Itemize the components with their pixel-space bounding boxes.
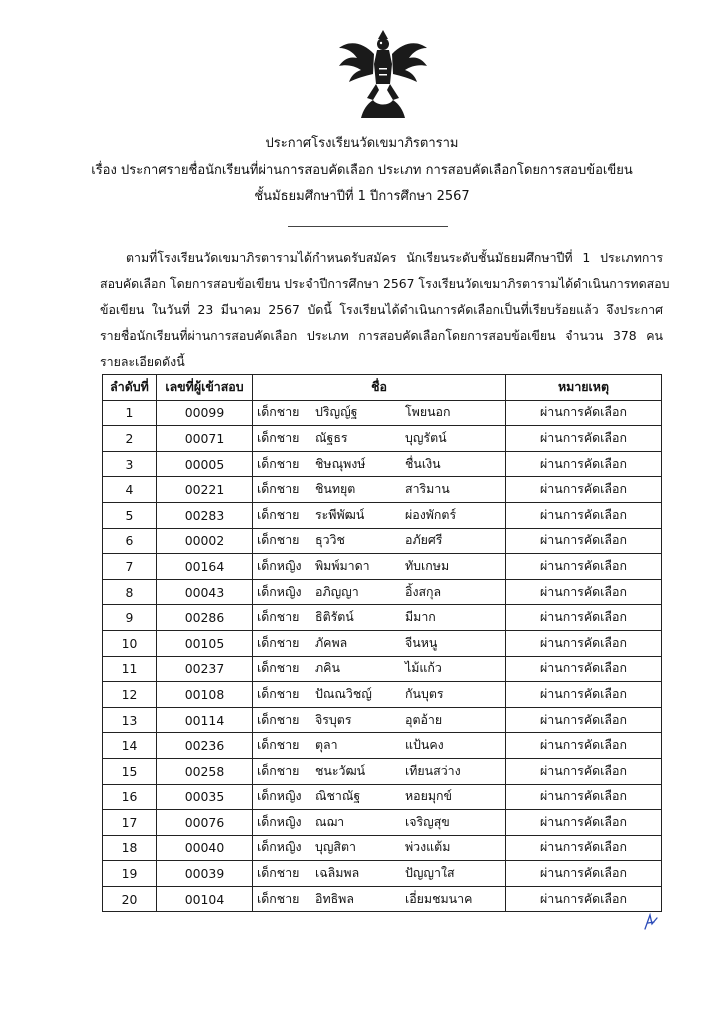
name-prefix: เด็กหญิง	[257, 813, 302, 829]
remark: ผ่านการคัดเลือก	[506, 477, 662, 503]
candidate-name	[253, 758, 506, 784]
garuda-emblem-icon	[333, 26, 433, 122]
name-prefix: เด็กชาย	[257, 660, 300, 676]
handwritten-initial-icon	[642, 912, 660, 932]
candidate-id: 00099	[157, 400, 253, 426]
table-row	[103, 733, 662, 759]
last-name: อุตอ้าย	[405, 711, 443, 727]
candidate-name	[253, 784, 506, 810]
name-prefix: เด็กหญิง	[257, 583, 302, 599]
name-prefix: เด็กชาย	[257, 455, 300, 471]
name-prefix: เด็กชาย	[257, 737, 300, 753]
candidate-id: 00164	[157, 554, 253, 580]
first-name: จิรบุตร	[315, 711, 352, 727]
candidate-name	[253, 477, 506, 503]
table-row	[103, 630, 662, 656]
row-number: 12	[103, 682, 157, 708]
candidate-id: 00005	[157, 451, 253, 477]
last-name: อิ้งสกุล	[405, 583, 442, 599]
name-prefix: เด็กหญิง	[257, 839, 302, 855]
remark: ผ่านการคัดเลือก	[506, 528, 662, 554]
remark: ผ่านการคัดเลือก	[506, 451, 662, 477]
remark: ผ่านการคัดเลือก	[506, 835, 662, 861]
remark: ผ่านการคัดเลือก	[506, 502, 662, 528]
first-name: บุญสิตา	[315, 839, 356, 855]
candidate-id: 00040	[157, 835, 253, 861]
name-prefix: เด็กชาย	[257, 634, 300, 650]
row-number: 15	[103, 758, 157, 784]
name-prefix: เด็กชาย	[257, 865, 300, 881]
candidate-id: 00035	[157, 784, 253, 810]
candidate-name	[253, 707, 506, 733]
table-row	[103, 528, 662, 554]
header-no: ลำดับที่	[103, 375, 157, 401]
first-name: ภคิน	[315, 660, 340, 676]
table-row	[103, 886, 662, 912]
candidate-id: 00104	[157, 886, 253, 912]
body-line-1: ตามที่โรงเรียนวัดเขมาภิรตารามได้กำหนดรับสมัคร นักเรียนระดับชั้นมัธยมศึกษาปีที่ 1 ประเภทการ	[126, 250, 663, 265]
name-prefix: เด็กชาย	[257, 506, 300, 522]
name-prefix: เด็กชาย	[257, 481, 300, 497]
row-number: 4	[103, 477, 157, 503]
table-row	[103, 784, 662, 810]
row-number: 8	[103, 579, 157, 605]
body-line-4: รายชื่อนักเรียนที่ผ่านการสอบคัดเลือก ประเภท การสอบคัดเลือกโดยการสอบข้อเขียน จำนวน 378 คน	[100, 328, 663, 343]
candidate-name	[253, 528, 506, 554]
remark: ผ่านการคัดเลือก	[506, 682, 662, 708]
remark: ผ่านการคัดเลือก	[506, 426, 662, 452]
candidate-id: 00237	[157, 656, 253, 682]
table-row	[103, 682, 662, 708]
candidate-id: 00258	[157, 758, 253, 784]
first-name: ชนะวัฒน์	[315, 762, 366, 778]
row-number: 16	[103, 784, 157, 810]
title-divider	[288, 226, 448, 227]
remark: ผ่านการคัดเลือก	[506, 861, 662, 887]
remark: ผ่านการคัดเลือก	[506, 810, 662, 836]
candidate-name	[253, 835, 506, 861]
candidate-name	[253, 886, 506, 912]
row-number: 5	[103, 502, 157, 528]
candidate-name	[253, 605, 506, 631]
first-name: ณิชาณัฐ	[315, 788, 361, 804]
row-number: 6	[103, 528, 157, 554]
candidate-id: 00114	[157, 707, 253, 733]
name-prefix: เด็กชาย	[257, 762, 300, 778]
candidate-name	[253, 579, 506, 605]
last-name: เอี่ยมชมนาค	[405, 890, 473, 906]
candidate-id: 00236	[157, 733, 253, 759]
candidate-name	[253, 682, 506, 708]
body-line-3: ข้อเขียน ในวันที่ 23 มีนาคม 2567 บัดนี้ โรงเรียนได้ดำเนินการคัดเลือกเป็นที่เรียบร้อยแล้ว จึงประกาศ	[100, 302, 663, 317]
candidate-name	[253, 861, 506, 887]
row-number: 13	[103, 707, 157, 733]
last-name: พ่วงแต้ม	[405, 839, 451, 855]
table-row	[103, 426, 662, 452]
candidate-id: 00002	[157, 528, 253, 554]
last-name: มีมาก	[405, 609, 436, 625]
candidate-id: 00283	[157, 502, 253, 528]
remark: ผ่านการคัดเลือก	[506, 758, 662, 784]
last-name: โพยนอก	[405, 404, 451, 420]
candidate-name	[253, 400, 506, 426]
table-row	[103, 477, 662, 503]
first-name: ภัคพล	[315, 634, 348, 650]
table-row	[103, 605, 662, 631]
last-name: ปัญญาใส	[405, 865, 455, 881]
table-row	[103, 707, 662, 733]
name-prefix: เด็กหญิง	[257, 788, 302, 804]
first-name: ณฌา	[315, 813, 345, 829]
body-line-5: รายละเอียดดังนี้	[100, 354, 185, 369]
header-remark: หมายเหตุ	[506, 375, 662, 401]
last-name: อภัยศรี	[405, 532, 443, 548]
candidate-id: 00286	[157, 605, 253, 631]
first-name: อภิญญา	[315, 583, 359, 599]
table-row	[103, 554, 662, 580]
table-row	[103, 656, 662, 682]
remark: ผ่านการคัดเลือก	[506, 400, 662, 426]
last-name: สาริมาน	[405, 481, 450, 497]
table-row	[103, 861, 662, 887]
row-number: 20	[103, 886, 157, 912]
table-row	[103, 502, 662, 528]
last-name: ผ่องพักตร์	[405, 506, 457, 522]
remark: ผ่านการคัดเลือก	[506, 630, 662, 656]
candidate-name	[253, 554, 506, 580]
candidate-name	[253, 426, 506, 452]
last-name: เทียนสว่าง	[405, 762, 461, 778]
header-name: ชื่อ	[253, 375, 506, 401]
candidate-id: 00076	[157, 810, 253, 836]
candidate-name	[253, 733, 506, 759]
table-header-row	[103, 375, 662, 401]
row-number: 11	[103, 656, 157, 682]
announcement-title: ประกาศโรงเรียนวัดเขมาภิรตาราม	[265, 136, 459, 151]
last-name: เจริญสุข	[405, 813, 450, 829]
candidate-name	[253, 502, 506, 528]
row-number: 3	[103, 451, 157, 477]
last-name: จีนหนู	[405, 634, 438, 650]
last-name: ชื่นเงิน	[405, 455, 441, 471]
remark: ผ่านการคัดเลือก	[506, 886, 662, 912]
first-name: ธุววิช	[315, 532, 345, 548]
candidate-name	[253, 656, 506, 682]
last-name: ไม้แก้ว	[405, 660, 442, 676]
row-number: 17	[103, 810, 157, 836]
first-name: ปัณณวิชญ์	[315, 685, 372, 701]
remark: ผ่านการคัดเลือก	[506, 605, 662, 631]
last-name: ทับเกษม	[405, 557, 450, 573]
candidate-id: 00039	[157, 861, 253, 887]
table-row	[103, 400, 662, 426]
remark: ผ่านการคัดเลือก	[506, 656, 662, 682]
row-number: 19	[103, 861, 157, 887]
remark: ผ่านการคัดเลือก	[506, 784, 662, 810]
candidate-id: 00105	[157, 630, 253, 656]
first-name: ตุลา	[315, 737, 338, 753]
table-row	[103, 835, 662, 861]
results-table-wrap	[102, 374, 662, 912]
last-name: บุญรัตน์	[405, 429, 447, 445]
candidate-name	[253, 630, 506, 656]
first-name: ปริญญ์ฐ	[315, 404, 358, 420]
first-name: ณัฐธร	[315, 429, 348, 445]
candidate-id: 00071	[157, 426, 253, 452]
row-number: 18	[103, 835, 157, 861]
candidate-id: 00043	[157, 579, 253, 605]
results-table	[102, 374, 662, 912]
table-row	[103, 451, 662, 477]
header-id: เลขที่ผู้เข้าสอบ	[157, 375, 253, 401]
remark: ผ่านการคัดเลือก	[506, 554, 662, 580]
name-prefix: เด็กชาย	[257, 685, 300, 701]
announcement-level: ชั้นมัธยมศึกษาปีที่ 1 ปีการศึกษา 2567	[254, 189, 470, 204]
last-name: กันบุตร	[405, 685, 444, 701]
row-number: 1	[103, 400, 157, 426]
last-name: หอยมุกข์	[405, 788, 453, 804]
name-prefix: เด็กหญิง	[257, 557, 302, 573]
name-prefix: เด็กชาย	[257, 532, 300, 548]
row-number: 14	[103, 733, 157, 759]
first-name: ชิษณุพงษ์	[315, 455, 366, 471]
first-name: พิมพ์มาดา	[315, 557, 370, 573]
candidate-id: 00221	[157, 477, 253, 503]
first-name: เฉลิมพล	[315, 865, 360, 881]
name-prefix: เด็กชาย	[257, 404, 300, 420]
table-body	[103, 400, 662, 912]
row-number: 9	[103, 605, 157, 631]
announcement-subject: เรื่อง ประกาศรายชื่อนักเรียนที่ผ่านการสอบคัดเลือก ประเภท การสอบคัดเลือกโดยการสอบข้อเขียน	[91, 163, 633, 178]
name-prefix: เด็กชาย	[257, 429, 300, 445]
candidate-name	[253, 451, 506, 477]
body-line-2: สอบคัดเลือก โดยการสอบข้อเขียน ประจำปีการศึกษา 2567 โรงเรียนวัดเขมาภิรตารามได้ดำเนินการทดสอบ	[100, 276, 670, 291]
first-name: ชินทยุต	[315, 481, 356, 497]
remark: ผ่านการคัดเลือก	[506, 733, 662, 759]
first-name: ธิติรัตน์	[315, 609, 354, 625]
table-row	[103, 810, 662, 836]
table-row	[103, 758, 662, 784]
name-prefix: เด็กชาย	[257, 890, 300, 906]
row-number: 10	[103, 630, 157, 656]
name-prefix: เด็กชาย	[257, 609, 300, 625]
remark: ผ่านการคัดเลือก	[506, 707, 662, 733]
remark: ผ่านการคัดเลือก	[506, 579, 662, 605]
name-prefix: เด็กชาย	[257, 711, 300, 727]
first-name: ระพีพัฒน์	[315, 506, 365, 522]
candidate-id: 00108	[157, 682, 253, 708]
last-name: แป้นคง	[405, 737, 444, 753]
candidate-name	[253, 810, 506, 836]
row-number: 2	[103, 426, 157, 452]
row-number: 7	[103, 554, 157, 580]
table-row	[103, 579, 662, 605]
first-name: อิทธิพล	[315, 890, 354, 906]
